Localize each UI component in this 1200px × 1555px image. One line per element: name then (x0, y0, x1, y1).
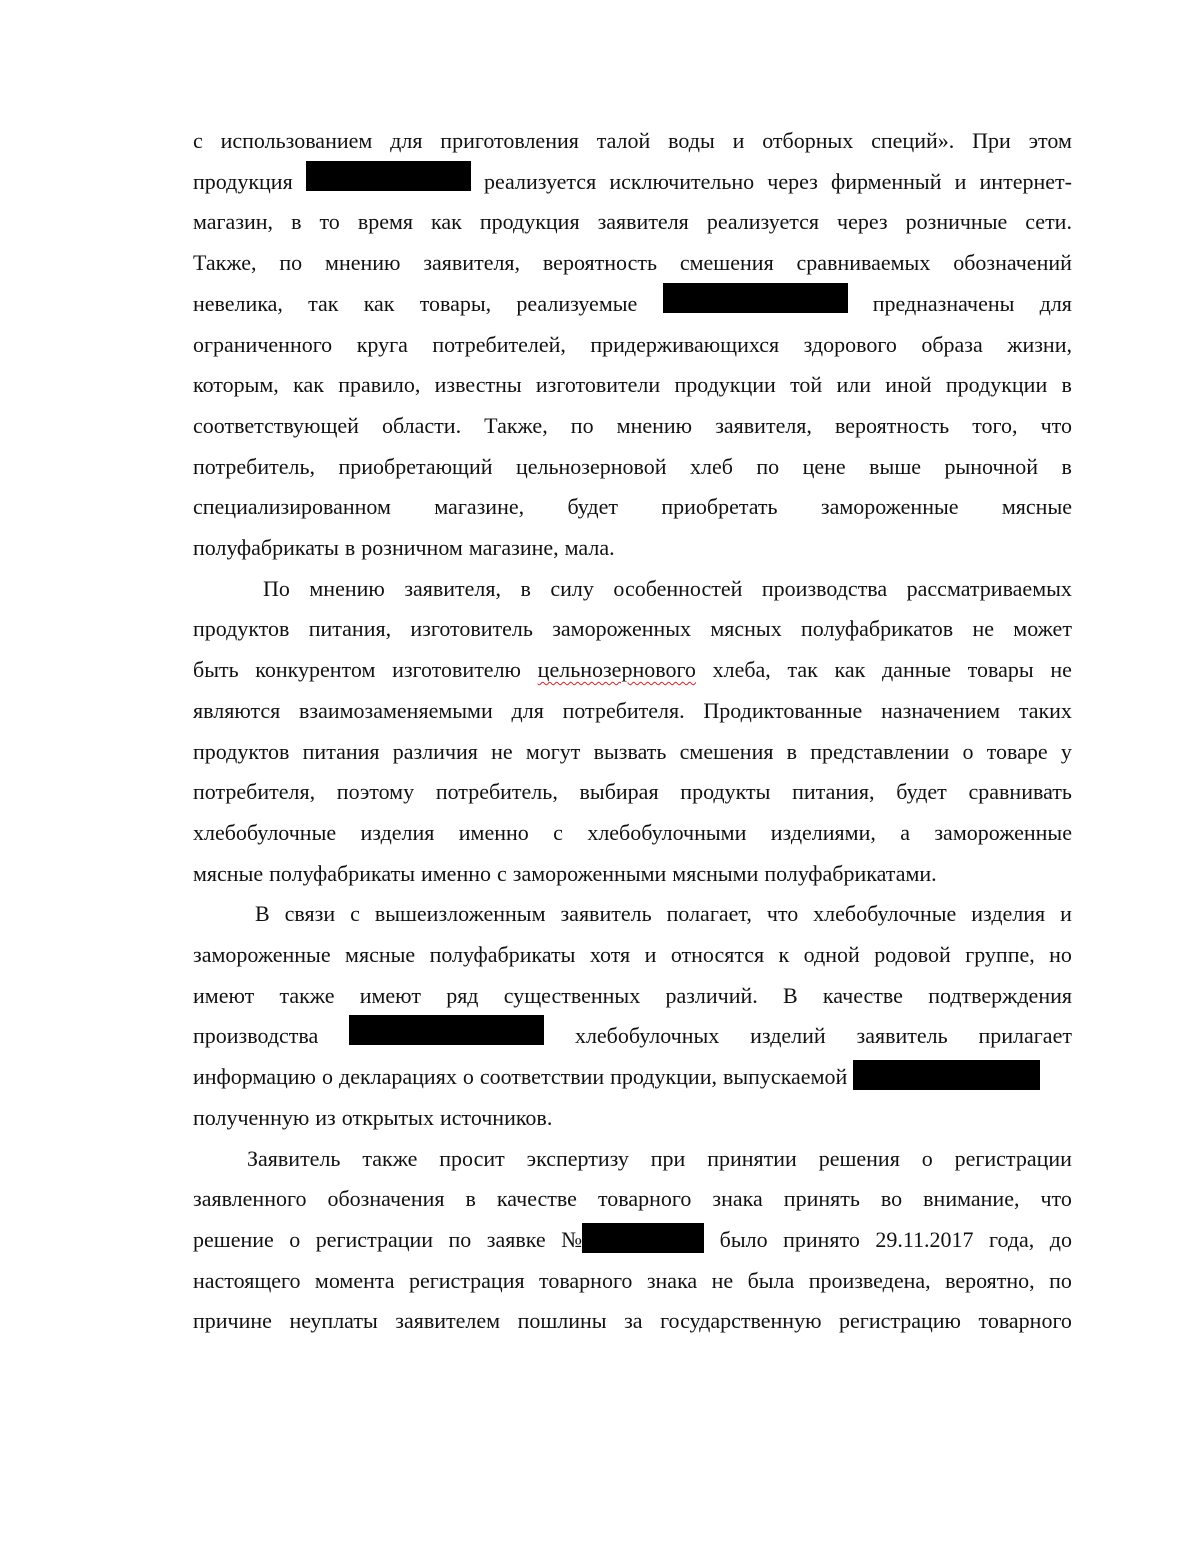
word: также (279, 983, 335, 1008)
word: изделия (971, 901, 1046, 926)
word: принять (783, 1186, 860, 1211)
word: товарного (539, 1268, 633, 1293)
word: сравниваемых (796, 250, 931, 275)
word: продукция (193, 169, 293, 194)
word: по (279, 250, 303, 275)
word: здорового (803, 332, 897, 357)
word: и (732, 128, 745, 153)
word: круга (356, 332, 408, 357)
word: с (553, 820, 563, 845)
text-line (193, 283, 1072, 324)
word: питания, (792, 779, 875, 804)
word: придерживающихся (590, 332, 780, 357)
word: товаре (986, 739, 1048, 764)
word: вероятность (835, 413, 950, 438)
word: приобретающий (338, 454, 493, 479)
text-line (193, 934, 1072, 975)
text-line (193, 853, 1072, 894)
word: конкурентом (255, 657, 376, 682)
word: о (462, 1064, 474, 1089)
word: как (363, 291, 395, 316)
word: и (1060, 901, 1072, 926)
word: смешения (679, 739, 774, 764)
word: что (1040, 413, 1072, 438)
word: продукции (945, 372, 1048, 397)
word: мнению (616, 413, 693, 438)
word: продукты (680, 779, 771, 804)
word: По (263, 576, 290, 601)
redaction-bar (853, 1060, 1040, 1090)
word: с (350, 901, 360, 926)
word: товарного (978, 1308, 1072, 1333)
word: потребитель, (193, 454, 315, 479)
redaction-bar (306, 161, 471, 191)
word: назначением (881, 698, 1001, 723)
word: заявителя, (423, 250, 521, 275)
word: замороженные (934, 820, 1072, 845)
word: специй». (871, 128, 955, 153)
word: области. (382, 413, 462, 438)
word: силу (550, 576, 594, 601)
word: связи (284, 901, 336, 926)
word: потребитель, (435, 779, 558, 804)
word: магазине, (434, 494, 525, 519)
word: не (711, 1268, 734, 1293)
word: интернет- (979, 169, 1072, 194)
text-line (193, 1178, 1072, 1219)
word: правило, (338, 372, 421, 397)
word: полученную (193, 1105, 310, 1130)
word: Продиктованные (703, 698, 863, 723)
word: было (719, 1227, 768, 1252)
word: также (362, 1146, 418, 1171)
word: произведена, (808, 1268, 931, 1293)
word: полуфабрикаты (429, 942, 576, 967)
word: поэтому (336, 779, 415, 804)
word: продукция (479, 209, 580, 234)
word: потребителей, (432, 332, 566, 357)
word: различий. (665, 983, 758, 1008)
word: в (465, 1186, 476, 1211)
word: именно (458, 820, 529, 845)
word: хлебобулочные (813, 901, 957, 926)
word: у (1060, 739, 1072, 764)
text-line (193, 568, 1072, 609)
text-line (193, 812, 1072, 853)
text-line (193, 527, 1072, 568)
word: могут (525, 739, 581, 764)
word-with-redaction (561, 1219, 704, 1260)
word: регистрация (408, 1268, 525, 1293)
word: являются (193, 698, 281, 723)
word: регистрации (954, 1146, 1072, 1171)
word: питания, (308, 616, 392, 641)
word: и (644, 942, 657, 967)
word: регистрации (315, 1227, 434, 1252)
word: так (308, 291, 339, 316)
word: информацию (193, 1064, 316, 1089)
word: смешения (679, 250, 774, 275)
text-line (193, 690, 1072, 731)
text-line (193, 731, 1072, 772)
word: хотя (589, 942, 631, 967)
word: в (291, 209, 302, 234)
word: в (1061, 372, 1072, 397)
word: не (491, 739, 513, 764)
word: быть (193, 657, 239, 682)
word: прилагает (978, 1023, 1072, 1048)
word: Также, (193, 250, 257, 275)
word: различия (392, 739, 478, 764)
word: внимание, (923, 1186, 1020, 1211)
word: реализуемые (516, 291, 638, 316)
word: о (962, 739, 974, 764)
word: вызвать (593, 739, 667, 764)
word: 29.11.2017 (875, 1227, 974, 1252)
word: товары, (419, 291, 492, 316)
word: сети. (1025, 209, 1072, 234)
word: изготовителю (392, 657, 521, 682)
word: При (972, 128, 1011, 153)
word: потребителя, (193, 779, 316, 804)
word: реализуется (706, 209, 820, 234)
word: при (650, 1146, 686, 1171)
word: и (954, 169, 967, 194)
word: взаимозаменяемыми (299, 698, 493, 723)
word: рассматриваемых (906, 576, 1072, 601)
word: источников. (439, 1105, 553, 1130)
word: имеют (359, 983, 421, 1008)
word: существенных (503, 983, 641, 1008)
word: как (431, 209, 462, 234)
word: качестве (822, 983, 903, 1008)
word: группе, (965, 942, 1035, 967)
word: мала. (564, 535, 615, 560)
word: декларациях (339, 1064, 457, 1089)
word: мясные (345, 942, 416, 967)
word: заявленного (193, 1186, 307, 1211)
word: в (1061, 454, 1072, 479)
word: представлении (810, 739, 950, 764)
word: была (747, 1268, 795, 1293)
word: для (511, 698, 544, 723)
text-line (193, 893, 1072, 934)
word: полуфабрикатами. (764, 861, 937, 886)
text-line (193, 1097, 1072, 1138)
word: производства (193, 1023, 319, 1048)
word: розничные (905, 209, 1008, 234)
word: для (1039, 291, 1072, 316)
word: как (293, 372, 324, 397)
word: мнению (309, 576, 385, 601)
word: питания (302, 739, 380, 764)
word: по (1049, 1268, 1072, 1293)
word: изделия (360, 820, 435, 845)
word: мясные (1001, 494, 1072, 519)
word: продуктов (193, 739, 290, 764)
word: знака (712, 1186, 763, 1211)
word: обозначения (327, 1186, 445, 1211)
word: этом (1028, 128, 1072, 153)
word: выше (869, 454, 922, 479)
word: заявитель (560, 901, 652, 926)
word: принято (783, 1227, 860, 1252)
word: В (783, 983, 798, 1008)
word: соответствии (479, 1064, 605, 1089)
word: фирменный (830, 169, 942, 194)
word: вероятность (542, 250, 657, 275)
word: производства (761, 576, 888, 601)
text-line (193, 324, 1072, 365)
word: отборных (762, 128, 854, 153)
word: может (1013, 616, 1072, 641)
word: через (767, 169, 818, 194)
word: не (1050, 657, 1072, 682)
word: экспертизу (526, 1146, 629, 1171)
word: или (836, 372, 871, 397)
word: изготовитель (410, 616, 533, 641)
word: не (972, 616, 994, 641)
word: знака (646, 1268, 698, 1293)
spellcheck-word: цельнозернового (537, 657, 696, 682)
word: подтверждения (928, 983, 1072, 1008)
word: просит (439, 1146, 505, 1171)
text-line (193, 1138, 1072, 1179)
word: хлебобулочными (587, 820, 747, 845)
word: заявителем (395, 1308, 501, 1333)
text-line (193, 446, 1072, 487)
text-line (193, 120, 1072, 161)
word: по (756, 454, 780, 479)
word: выпускаемой (722, 1064, 848, 1089)
word: которым, (193, 372, 279, 397)
word: во (880, 1186, 903, 1211)
word: в (520, 576, 531, 601)
word: одной (803, 942, 860, 967)
word: хлебобулочных (574, 1023, 720, 1048)
word: о (322, 1064, 333, 1089)
word: момента (314, 1268, 395, 1293)
word: относятся (670, 942, 765, 967)
word: рыночной (944, 454, 1039, 479)
word: до (1049, 1227, 1072, 1252)
word: известны (434, 372, 522, 397)
word: по (570, 413, 594, 438)
word: того, (972, 413, 1018, 438)
word: решения (818, 1146, 900, 1171)
word: Также, (484, 413, 548, 438)
word: будет (896, 779, 947, 804)
word: в (344, 535, 356, 560)
text-line (193, 486, 1072, 527)
word: мнению (325, 250, 401, 275)
text-line (193, 608, 1072, 649)
word: но (1049, 942, 1072, 967)
text-line (193, 201, 1072, 242)
word: заявителя, (715, 413, 812, 438)
word: именно (420, 861, 491, 886)
word: продукции (674, 372, 776, 397)
text-line (193, 1015, 1072, 1056)
word: талой (596, 128, 651, 153)
word: имеют (193, 983, 255, 1008)
word: хлеб (690, 454, 733, 479)
word: заявитель (856, 1023, 948, 1048)
redaction-bar (349, 1015, 544, 1045)
word: выбирая (579, 779, 659, 804)
word: хлеба, (712, 657, 771, 682)
redaction-bar (582, 1223, 704, 1253)
word: как (834, 657, 866, 682)
word: мясными (672, 861, 759, 886)
word: приобретать (661, 494, 778, 519)
word: воды (668, 128, 715, 153)
word: за (624, 1308, 643, 1333)
word: замороженных (552, 616, 692, 641)
word: пошлины (517, 1308, 607, 1333)
word: № (561, 1227, 583, 1252)
word: особенностей (613, 576, 743, 601)
word: к (778, 942, 790, 967)
word: потребителя. (562, 698, 685, 723)
word: цельнозерновой (515, 454, 667, 479)
text-line (193, 1056, 1072, 1097)
word: открытых (341, 1105, 434, 1130)
word: обозначений (953, 250, 1072, 275)
word: вышеизложенным (374, 901, 546, 926)
text-line (193, 1260, 1072, 1301)
word: цене (802, 454, 846, 479)
word: полуфабрикатов (800, 616, 954, 641)
word: полуфабрикаты (269, 861, 415, 886)
word: о (289, 1227, 301, 1252)
word: мясных (710, 616, 782, 641)
word: будет (567, 494, 618, 519)
word: розничном (361, 535, 463, 560)
word: товарного (597, 1186, 692, 1211)
word: с (193, 128, 203, 153)
word: замороженные (193, 942, 331, 967)
text-line (193, 1300, 1072, 1341)
word: данные (881, 657, 952, 682)
word: исключительно (609, 169, 755, 194)
word: приготовления (440, 128, 579, 153)
word: качестве (496, 1186, 577, 1211)
word: то (319, 209, 340, 234)
text-line (193, 242, 1072, 283)
word: магазин, (193, 209, 274, 234)
word: из (315, 1105, 336, 1130)
word: В (255, 901, 270, 926)
word: настоящего (193, 1268, 301, 1293)
word: сравнивать (968, 779, 1072, 804)
word: хлебобулочные (193, 820, 337, 845)
word: изделий (750, 1023, 826, 1048)
word: время (357, 209, 414, 234)
word: заявителя, (404, 576, 502, 601)
word: мясные (193, 861, 264, 886)
word: решение (193, 1227, 274, 1252)
word: соответствующей (193, 413, 359, 438)
word: жизни, (1007, 332, 1072, 357)
word: а (900, 820, 910, 845)
word: с (497, 861, 507, 886)
word: замороженные (820, 494, 959, 519)
text-line (193, 975, 1072, 1016)
word: полагает, (666, 901, 752, 926)
word: Заявитель (247, 1146, 341, 1171)
redaction-bar (663, 283, 848, 313)
word: принятии (707, 1146, 797, 1171)
word: ограниченного (193, 332, 333, 357)
word: в (786, 739, 798, 764)
word: заявителя (597, 209, 689, 234)
text-line (193, 649, 1072, 690)
text-line (193, 364, 1072, 405)
word: реализуется (483, 169, 597, 194)
text-line (193, 771, 1072, 812)
word: ряд (446, 983, 479, 1008)
word: изготовители (535, 372, 661, 397)
word: специализированном (193, 494, 391, 519)
word: товары (967, 657, 1034, 682)
word: что (1040, 1186, 1072, 1211)
word: продуктов (193, 616, 290, 641)
word: полуфабрикаты (193, 535, 339, 560)
word: изделиями, (770, 820, 876, 845)
text-line (193, 1219, 1072, 1260)
word: использованием (220, 128, 373, 153)
word: таких (1018, 698, 1072, 723)
word: так (787, 657, 818, 682)
word: года, (989, 1227, 1035, 1252)
word: вероятно, (945, 1268, 1035, 1293)
word: продукции, (610, 1064, 717, 1089)
word: о (921, 1146, 933, 1171)
word: причине (193, 1308, 272, 1333)
word: через (837, 209, 888, 234)
word: регистрацию (839, 1308, 961, 1333)
text-line (193, 405, 1072, 446)
word: предназначены (872, 291, 1015, 316)
word: родовой (874, 942, 951, 967)
word: магазине, (468, 535, 559, 560)
word: замороженными (512, 861, 667, 886)
word: по (448, 1227, 472, 1252)
word: государственную (660, 1308, 822, 1333)
word: неуплаты (289, 1308, 378, 1333)
word: образа (921, 332, 983, 357)
word: невелика, (193, 291, 283, 316)
word: заявке (486, 1227, 546, 1252)
word: что (766, 901, 799, 926)
word: для (390, 128, 423, 153)
text-line (193, 161, 1072, 202)
word: той (790, 372, 823, 397)
word: иной (885, 372, 932, 397)
